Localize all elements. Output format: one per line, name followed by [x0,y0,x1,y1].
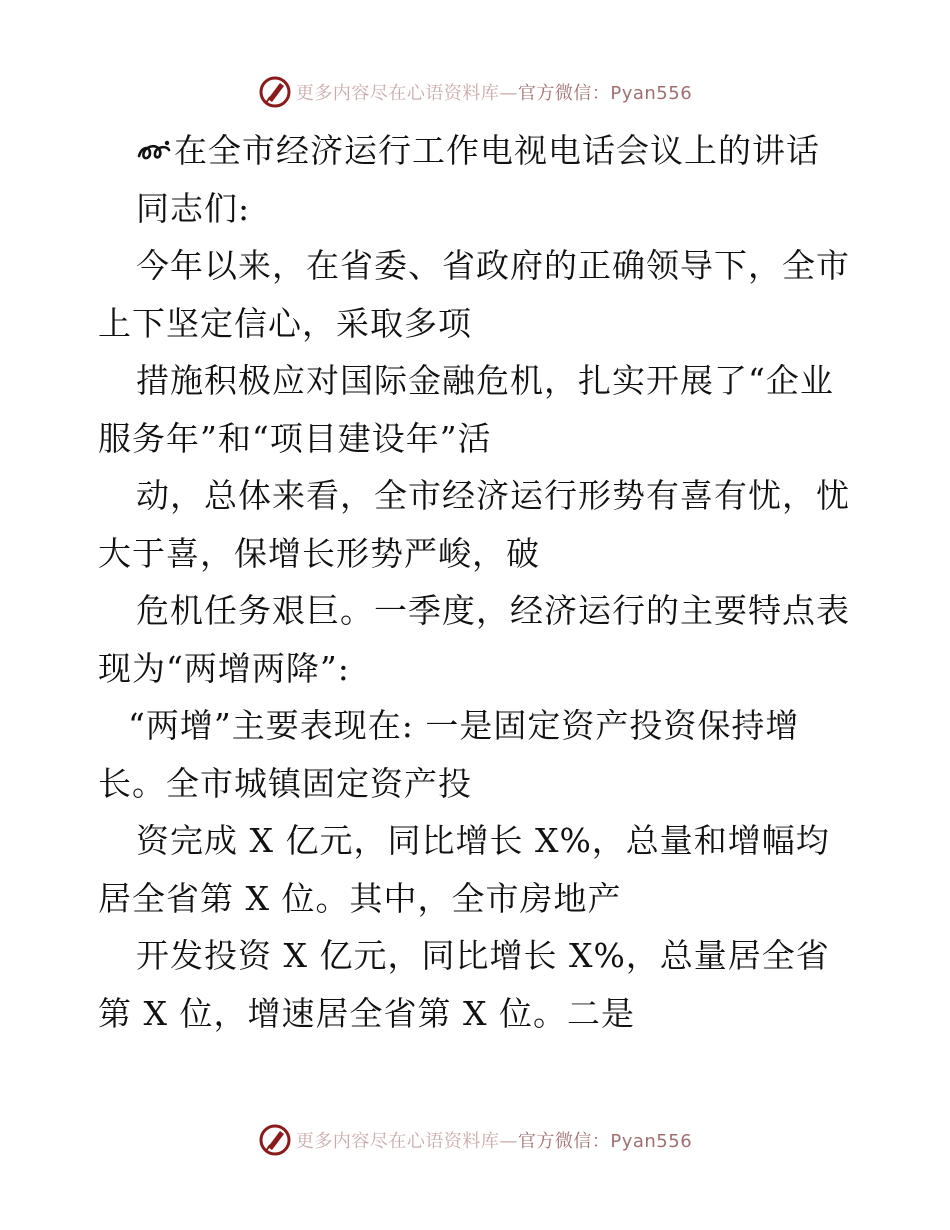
paragraph-line: 危机任务艰巨。一季度，经济运行的主要特点表 [136,591,850,630]
paragraph-line: 现为“两增两降”: [98,648,350,688]
banner-text-tail: 官方微信：Pyan556 [517,1131,693,1152]
banner-text-tail: 官方微信：Pyan556 [517,83,693,104]
paragraph-line: 上下坚定信心，采取多项 [98,303,472,343]
paragraph-line: 今年以来，在省委、省政府的正确领导下，全市 [136,246,850,285]
banner-text-dash: — [499,1131,518,1152]
paragraph-line: 第 X 位，增速居全省第 X 位。二是 [98,993,635,1033]
document-body [98,122,858,1042]
footer-watermark-banner [0,1120,950,1160]
header-watermark-banner [0,72,950,112]
paragraph-line: “两增”主要表现在: 一是固定资产投资保持增 [128,706,800,745]
banner-text [296,1127,692,1153]
flourish-icon [136,136,172,166]
paragraph-line: 资完成 X 亿元，同比增长 X%，总量和增幅均 [136,821,830,860]
banner-text [296,79,692,105]
paragraph-line: 长。全市城镇固定资产投 [98,763,472,803]
banner-text-main: 更多内容尽在心语资料库 [295,1131,500,1152]
paragraph-line: 同志们: [136,188,251,228]
banner-text-dash: — [499,83,518,104]
paragraph-line: 服务年”和“项目建设年”活 [98,418,492,458]
paragraph-line: 措施积极应对国际金融危机，扎实开展了“企业 [136,361,834,400]
pen-logo-icon [258,1123,292,1157]
pen-logo-icon [258,75,292,109]
paragraph-line: 开发投资 X 亿元，同比增长 X%，总量居全省 [136,936,830,975]
paragraph-line: 动，总体来看，全市经济运行形势有喜有忧，忧 [136,476,850,515]
document-title-text: 在全市经济运行工作电视电话会议上的讲话 [174,131,820,170]
banner-text-main: 更多内容尽在心语资料库 [295,83,500,104]
paragraph-line: 大于喜，保增长形势严峻，破 [98,533,540,573]
paragraph-line: 居全省第 X 位。其中，全市房地产 [98,878,622,918]
document-title [98,122,858,180]
